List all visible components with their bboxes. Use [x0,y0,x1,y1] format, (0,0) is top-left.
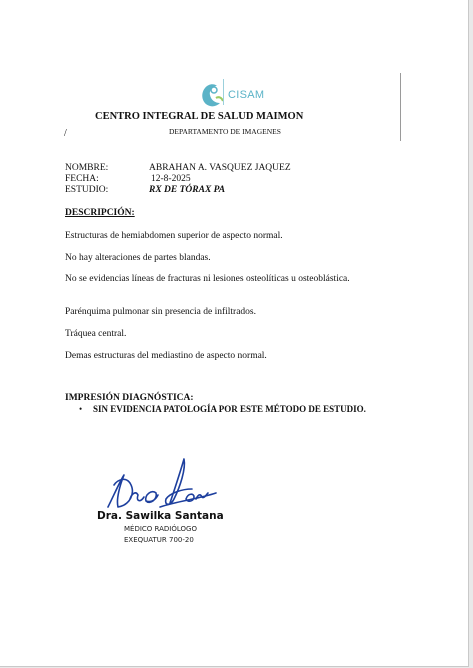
study-label: ESTUDIO: [65,185,109,195]
study-value: RX DE TÓRAX PA [149,185,226,195]
finding-paragraph: No hay alteraciones de partes blandas. [65,253,211,263]
department-name: DEPARTAMENTO DE IMAGENES [169,127,281,136]
finding-paragraph: No se evidencias líneas de fracturas ni lesiones osteolíticas u osteoblástica. [65,274,350,284]
description-heading: DESCRIPCIÓN: [65,208,135,218]
date-value: 12-8-2025 [151,174,191,184]
name-label: NOMBRE: [65,163,109,173]
logo-wordmark: CISAM [228,89,265,101]
name-value: ABRAHAN A. VASQUEZ JAQUEZ [149,163,291,173]
impression-item: SIN EVIDENCIA PATOLOGÍA POR ESTE MÉTODO DE ESTUDIO. [93,404,366,414]
finding-paragraph: Parénquima pulmonar sin presencia de infiltrados. [65,307,257,317]
finding-paragraph: Demas estructuras del mediastino de aspecto normal. [65,351,267,361]
handwritten-signature [100,455,220,515]
signer-license: EXEQUATUR 700-20 [124,536,194,544]
slash-mark: / [64,128,67,139]
impression-heading: IMPRESIÓN DIAGNÓSTICA: [65,393,194,403]
signer-role: MÉDICO RADIÓLOGO [124,525,197,533]
bullet-icon: • [79,404,83,414]
page-title: CENTRO INTEGRAL DE SALUD MAIMON [95,111,304,122]
signer-name: Dra. Sawilka Santana [97,510,224,522]
finding-paragraph: Tráquea central. [65,329,127,339]
margin-rule [400,73,401,141]
date-label: FECHA: [65,174,99,184]
finding-paragraph: Estructuras de hemiabdomen superior de aspecto normal. [65,231,283,241]
